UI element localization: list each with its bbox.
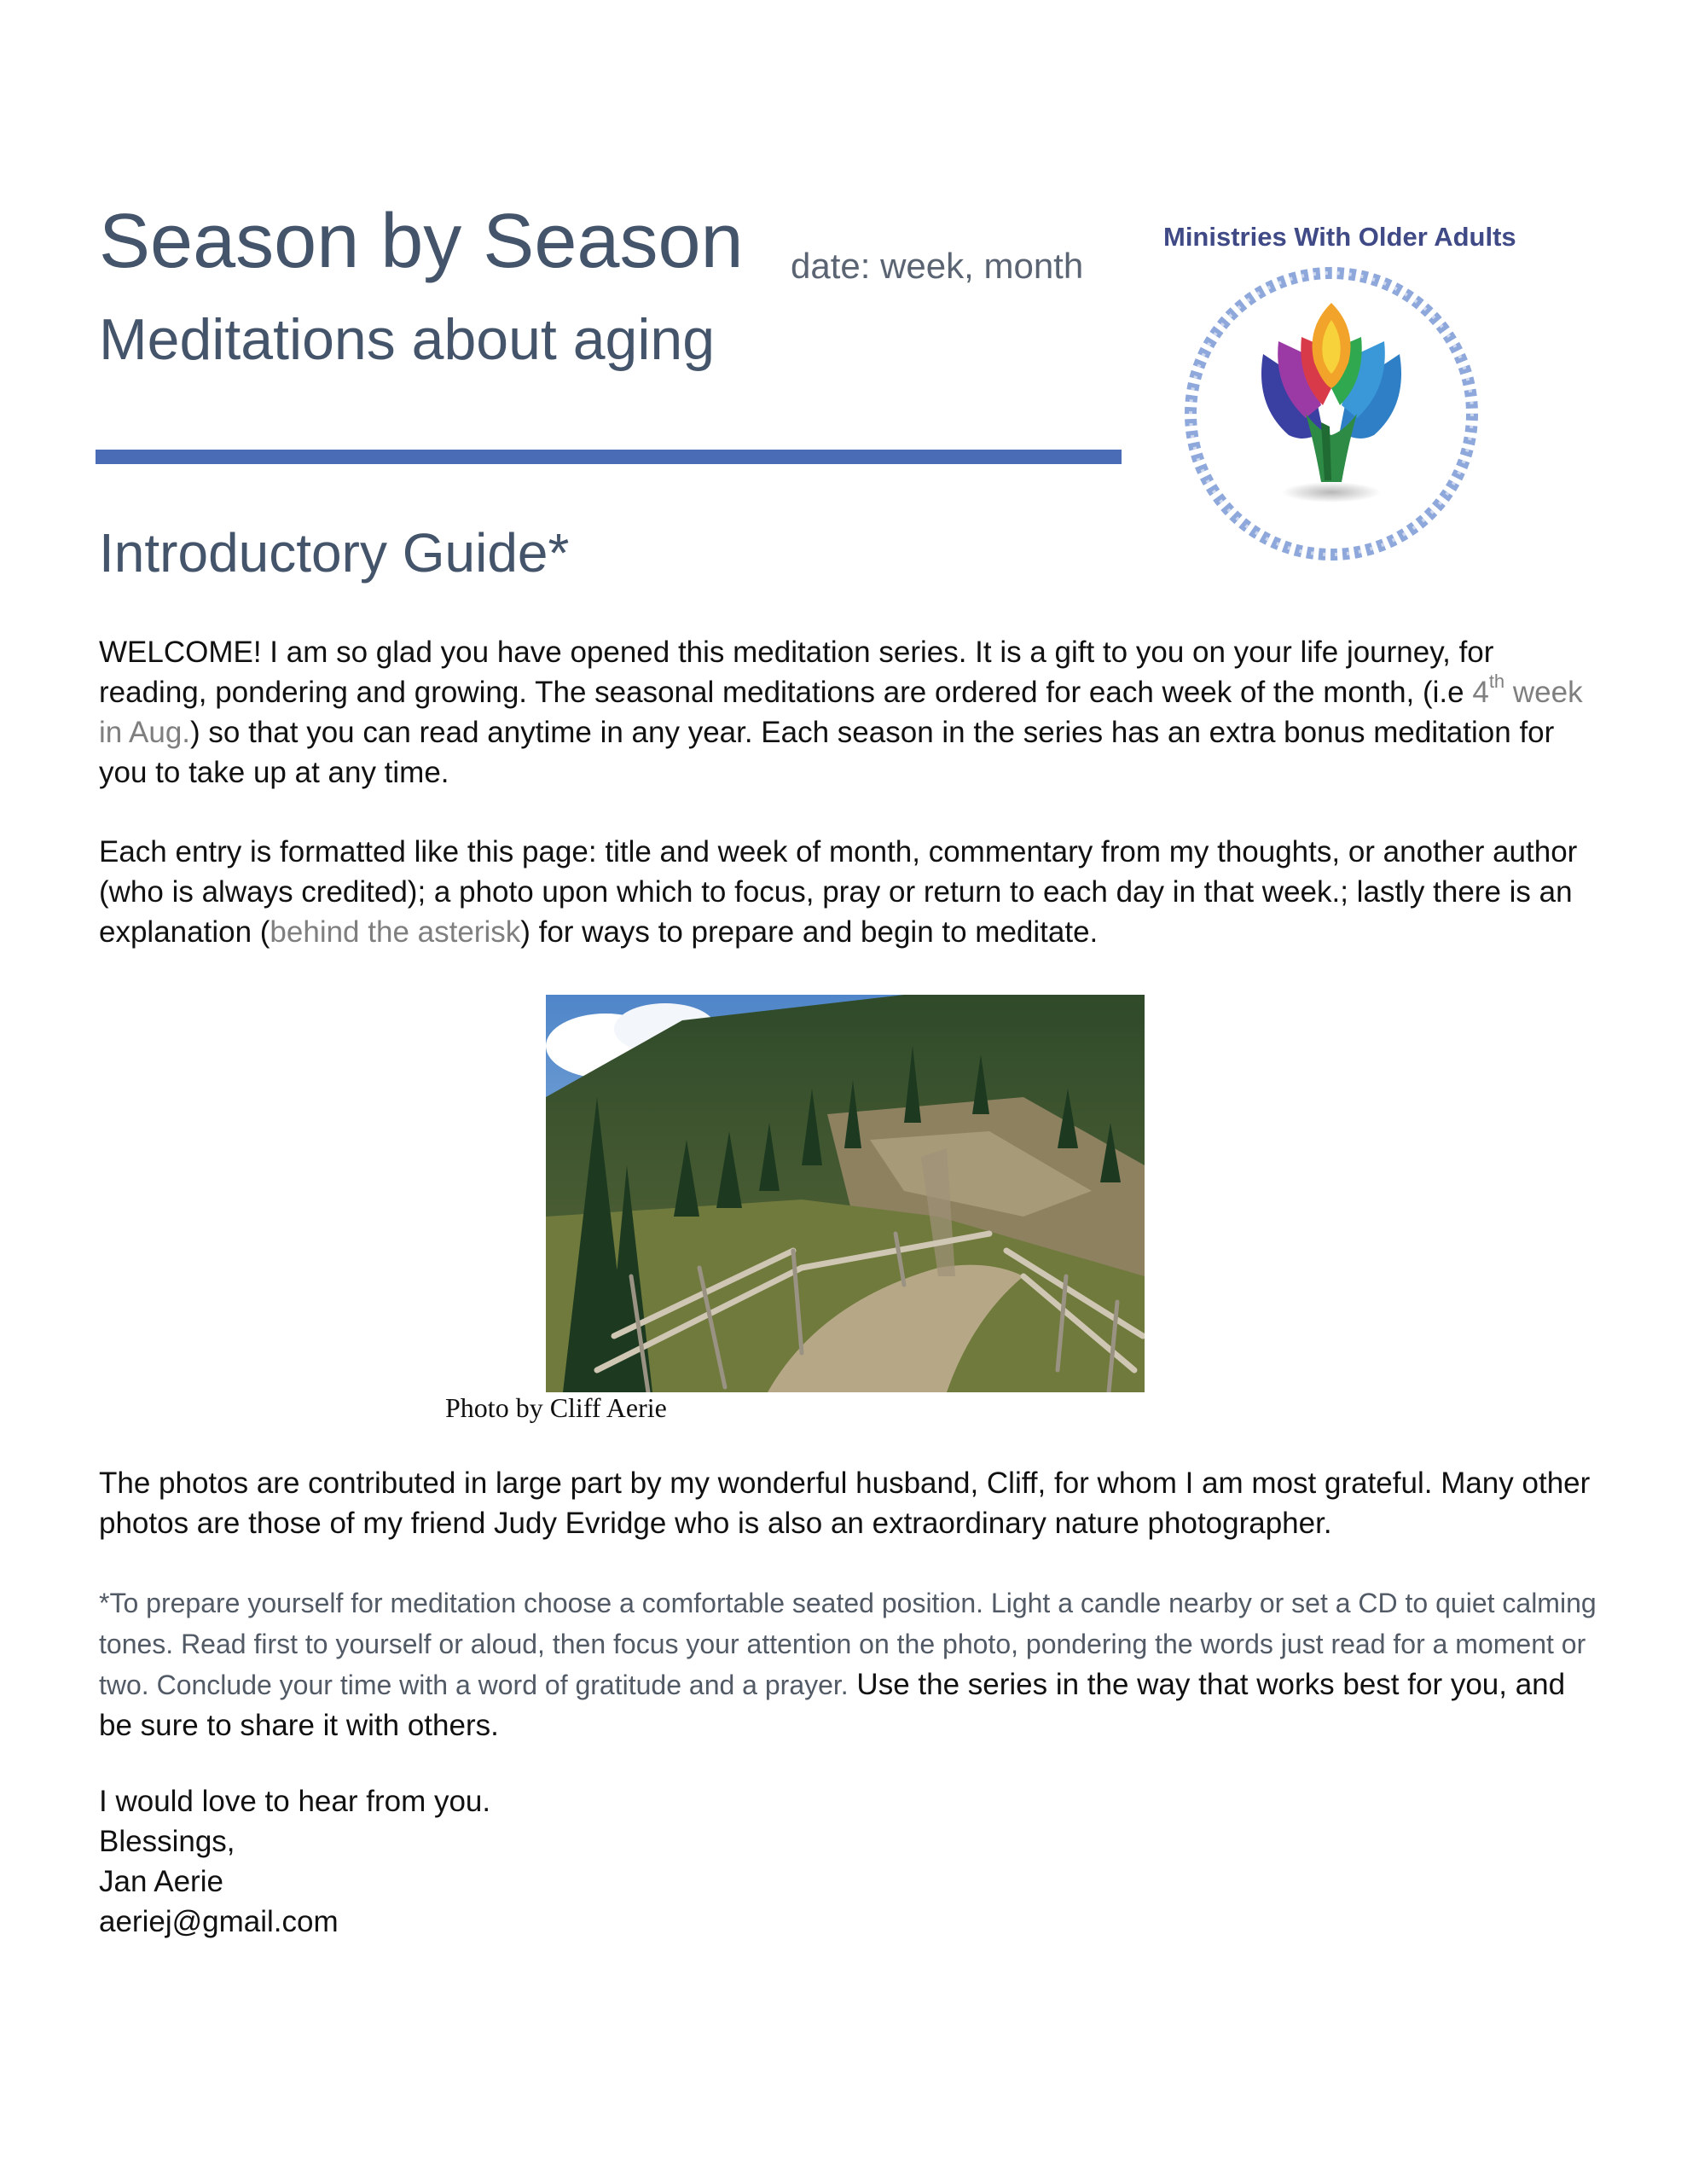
date-label: date: week, month <box>791 246 1084 286</box>
welcome-text: WELCOME! I am so glad you have opened this meditation series. It is a gift to you on your life journey, for reading, pondering and growing. The seasonal meditations are ordered for each week of the month, (i.e <box>99 636 1494 709</box>
format-paragraph <box>99 832 1600 952</box>
header-divider <box>96 450 1122 464</box>
meditation-closing: Use the series in the way that works best for you, and be sure to share it with others. <box>99 1668 1566 1742</box>
welcome-paragraph <box>99 632 1600 793</box>
signoff-blessings: Blessings, <box>99 1825 235 1858</box>
example-week-number: 4 <box>1472 676 1489 709</box>
author-email[interactable]: aeriej@gmail.com <box>99 1905 339 1938</box>
asterisk-reference: behind the asterisk <box>270 915 521 949</box>
author-name: Jan Aerie <box>99 1865 223 1898</box>
example-week-rest: week in Aug. <box>99 676 1583 749</box>
section-heading: Introductory Guide* <box>99 522 570 584</box>
page-subtitle: Meditations about aging <box>99 307 716 372</box>
example-week-suffix: th <box>1488 671 1505 693</box>
welcome-text-continued: ) so that you can read anytime in any year. Each season in the series has an extra bonus meditation for you to take up at any time. <box>99 716 1555 789</box>
format-text-continued: ) for ways to prepare and begin to meditate. <box>520 915 1099 949</box>
photos-credit-paragraph: The photos are contributed in large part by my wonderful husband, Cliff, for whom I am most grateful. Many other photos are those of my friend Judy Evridge who is also an extraordinary nature photographer. <box>99 1467 1591 1540</box>
format-text: Each entry is formatted like this page: title and week of month, commentary from my thoughts, or another author (who is always credited); a photo upon which to focus, pray or return to each day in that week.; lastly there is an explanation ( <box>99 835 1578 949</box>
photo-caption: Photo by Cliff Aerie <box>445 1392 667 1423</box>
mountain-trail-photo <box>546 995 1145 1392</box>
signoff <box>99 1781 1600 1942</box>
logo-caption: Ministries With Older Adults <box>1163 222 1516 252</box>
meditation-instructions: *To prepare yourself for meditation choose a comfortable seated position. Light a candle nearby or set a CD to quiet calming tones. Read first to yourself or aloud, then focus your attention on the photo, pondering the words just read for a moment or two. Conclude your time with a word of gratitude and a prayer. <box>99 1588 1597 1700</box>
signoff-line: I would love to hear from you. <box>99 1785 491 1818</box>
page-title: Season by Season <box>99 199 744 284</box>
meditation-instructions-paragraph <box>99 1583 1600 1745</box>
hands-flame-logo-icon <box>1178 260 1485 567</box>
